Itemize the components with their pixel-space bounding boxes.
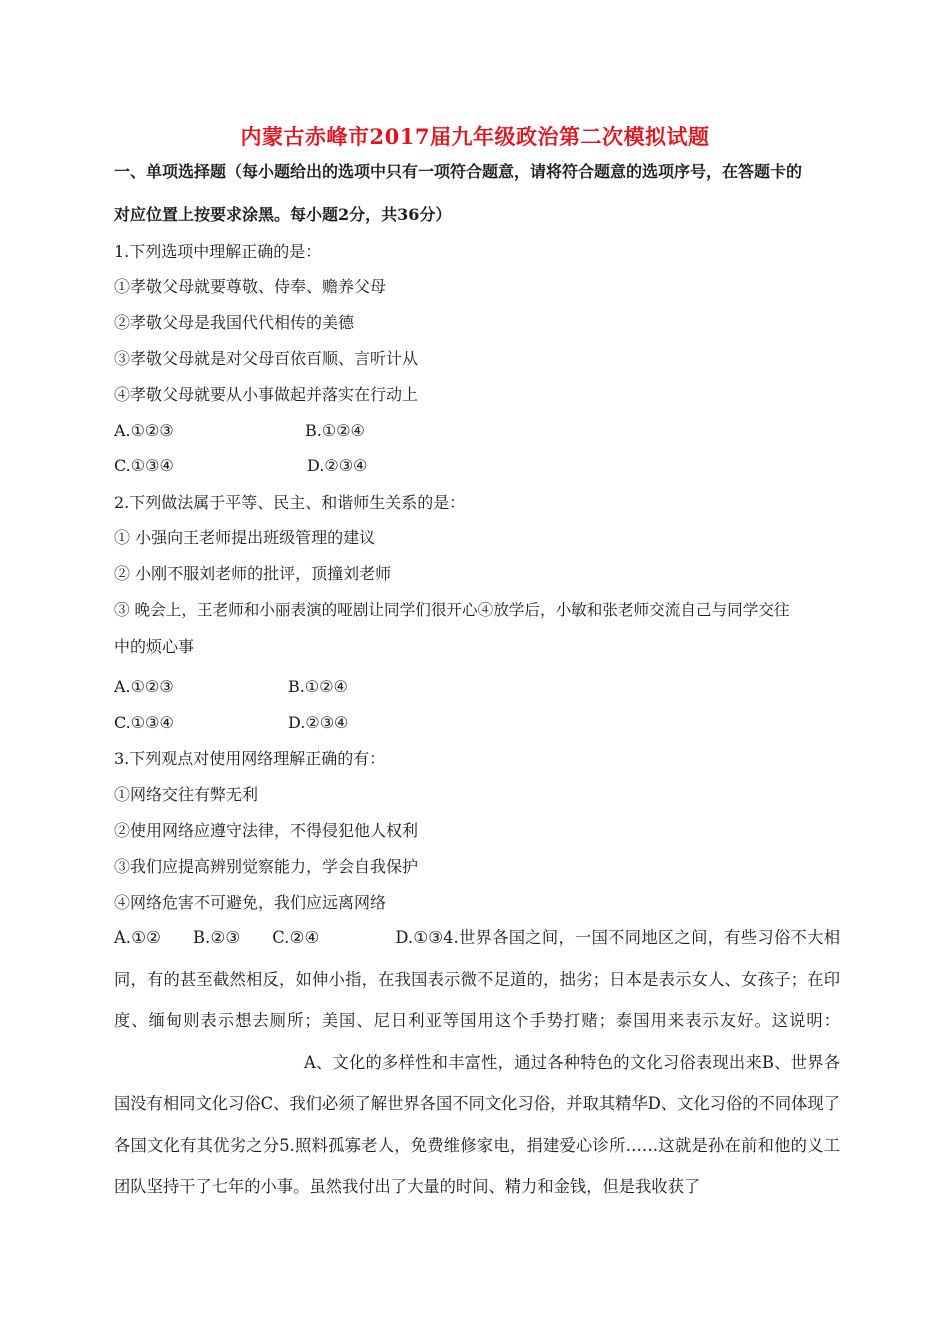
q4-stem: 4.世界各国之间，一国不同地区之间，有些习俗不大相同，有的甚至截然相反，如伸小指，在我国表示微不足道的，拙劣；日本是表示女人、女孩子；在印度、缅甸则表示想去厕所；美国、尼日利亚等国用这个手势打赌；泰国用来表示友好。这说明： — [114, 928, 840, 1030]
q5-stem: 5.照料孤寡老人，免费维修家电，捐建爱心诊所……这就是孙在前和他的义工团队坚持干了七年的小事。虽然我付出了大量的时间、精力和金钱，但是我收获了 — [114, 1135, 840, 1196]
q3-option-c: C.②④ — [272, 928, 320, 947]
page-title: 内蒙古赤峰市2017届九年级政治第二次模拟试题 — [240, 124, 710, 149]
q2-item-3-continued: 中的烦心事 — [114, 637, 195, 656]
q2-option-a: A.①②③ — [114, 677, 174, 696]
q1-option-d: D.②③④ — [307, 456, 368, 475]
section-heading-line2: 对应位置上按要求涂黑。每小题2分，共36分） — [114, 205, 452, 224]
flowing-paragraph — [114, 917, 840, 1208]
q2-stem: 2.下列做法属于平等、民主、和谐师生关系的是： — [114, 493, 466, 512]
q1-item-3: ③孝敬父母就是对父母百依百顺、言听计从 — [114, 349, 419, 368]
q1-item-1: ①孝敬父母就要尊敬、侍奉、赡养父母 — [114, 277, 387, 296]
q1-stem: 1.下列选项中理解正确的是： — [114, 242, 322, 261]
q2-option-c: C.①③④ — [114, 713, 174, 732]
q1-option-b: B.①②④ — [305, 421, 365, 440]
q1-item-2: ②孝敬父母是我国代代相传的美德 — [114, 313, 355, 332]
q3-stem: 3.下列观点对使用网络理解正确的有： — [114, 749, 386, 768]
q2-item-3: ③ 晚会上，王老师和小丽表演的哑剧让同学们很开心④放学后，小敏和张老师交流自己与同学交往 — [114, 601, 790, 619]
section-heading-line1: 一、单项选择题（每小题给出的选项中只有一项符合题意，请将符合题意的选项序号，在答题卡的 — [114, 162, 803, 181]
q3-item-4: ④网络危害不可避免，我们应远离网络 — [114, 893, 387, 912]
q4-option-c: C、我们必须了解世界各国不同文化习俗，并取其精华 — [260, 1094, 648, 1113]
q3-item-1: ①网络交往有弊无利 — [114, 785, 259, 804]
q2-item-2: ② 小刚不服刘老师的批评，顶撞刘老师 — [114, 564, 392, 583]
q1-option-c: C.①③④ — [114, 456, 174, 475]
q3-option-b: B.②③ — [193, 928, 241, 947]
q2-item-1: ① 小强向王老师提出班级管理的建议 — [114, 528, 376, 547]
q1-item-4: ④孝敬父母就要从小事做起并落实在行动上 — [114, 385, 419, 404]
q4-option-d: D、文化习俗的不同体现了各国文化有其优劣之分 — [114, 1094, 840, 1155]
q3-option-a: A.①② — [114, 928, 162, 947]
q3-option-d: D.①③ — [395, 928, 444, 947]
q3-item-2: ②使用网络应遵守法律，不得侵犯他人权利 — [114, 821, 419, 840]
q4-option-a: A、文化的多样性和丰富性，通过各种特色的文化习俗表现出来 — [304, 1052, 762, 1072]
q4-option-b: B、世界各国没有相同文化习俗 — [114, 1052, 841, 1113]
q2-option-b: B.①②④ — [288, 677, 348, 696]
q3-item-3: ③我们应提高辨别觉察能力，学会自我保护 — [114, 857, 419, 876]
q1-option-a: A.①②③ — [114, 421, 174, 440]
q2-option-d: D.②③④ — [288, 713, 349, 732]
